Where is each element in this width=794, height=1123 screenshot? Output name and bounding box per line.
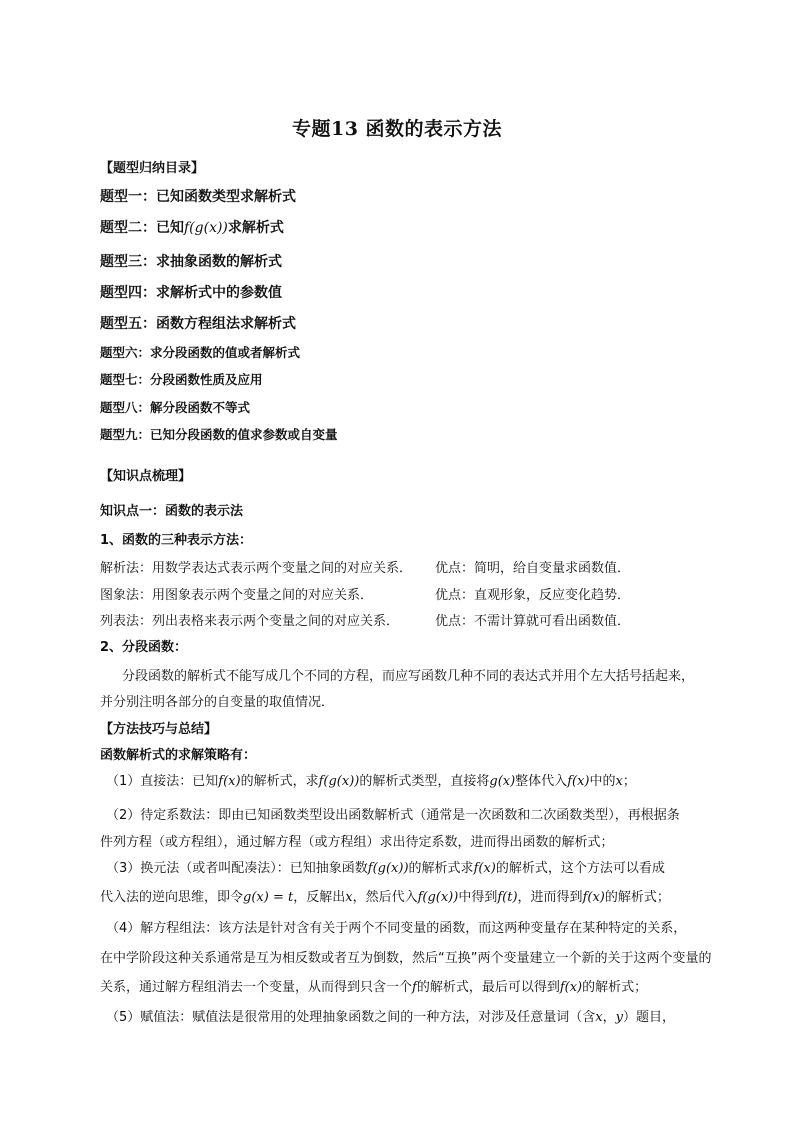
strategy-2-line-1: （2）待定系数法：即由已知函数类型设出函数解析式（通常是一次函数和二次函数类型），再根据条 [106,808,680,823]
catalog-item-3: 题型三：求抽象函数的解析式 [100,254,282,270]
strategy-4-text-c: 的解析式； [582,980,648,995]
strategy-3-text-c: 的解析式，这个方法可以看成 [495,861,665,876]
strategy-4-line-2: 在中学阶段这种关系通常是互为相反数或者互为倒数，然后“互换”两个变量建立一个新的关于这两个变量的 [100,951,712,966]
catalog-item-5: 题型五：函数方程组法求解析式 [100,316,296,332]
strategy-3b-text-f: 的解析式； [604,890,670,905]
strategy-3b-text-c: ，然后代入 [352,890,418,905]
strategy-4-line-1: （4）解方程组法：该方法是针对含有关于两个不同变量的函数，而这两种变量存在某种特定的关系， [106,921,687,936]
strategy-1-text-e: 中的 [589,774,616,789]
strategy-3b-formula-fx: f(x) [582,890,605,905]
methods-intro: 函数解析式的求解策略有： [100,748,257,763]
strategy-3b-formula-eq: g(x) = t [243,890,294,905]
strategy-3b-formula-ft: f(t) [497,890,518,905]
strategy-2-line-2: 件列方程（或方程组），通过解方程（或方程组）求出待定系数，进而得出函数的解析式； [100,835,614,850]
strategy-5-formula-x: x [595,1010,603,1025]
strategy-1 [106,773,636,791]
strategy-1-text-c: 的解析式类型，直接将 [359,774,490,789]
strategy-1-formula-fx2: f(x) [567,774,590,789]
method-row-3-desc: 列表法：列出表格来表示两个变量之间的对应关系． [100,614,400,629]
catalog-item-8: 题型八：解分段函数不等式 [100,400,251,415]
strategy-4-formula-f: f [412,980,417,995]
knowledge-sub-2: 2、分段函数： [100,640,188,655]
catalog-item-1: 题型一：已知函数类型求解析式 [100,189,296,205]
catalog-item-2 [100,219,284,237]
method-row-1-desc: 解析法：用数学表达式表示两个变量之间的对应关系． [100,561,413,576]
method-row-2-advantage: 优点：直观形象，反应变化趋势． [435,588,631,603]
strategy-1-formula-x: x [615,774,623,789]
strategy-4-formula-fx: f(x) [559,980,583,995]
strategy-5-text-a: （5）赋值法：赋值法是很常用的处理抽象函数之间的一种方法，对涉及任意量词（含 [106,1010,596,1025]
strategy-3b-text-e: ，进而得到 [517,890,583,905]
strategy-3-formula-fx: f(x) [473,861,496,876]
strategy-3b-formula-fgx: f(g(x)) [417,890,459,905]
strategy-4-line-3 [100,979,647,997]
knowledge-heading: 【知识点梳理】 [100,469,192,484]
method-row-1-advantage: 优点：简明，给自变量求函数值． [435,561,631,576]
method-row-1 [100,560,631,578]
methods-heading: 【方法技巧与总结】 [100,722,218,737]
method-row-2 [100,587,631,605]
strategy-3-line-1 [106,860,665,878]
catalog-item-2-prefix: 题型二：已知 [100,220,184,236]
strategy-5-formula-y: y [615,1010,623,1025]
strategy-3b-text-b: ，反解出 [293,890,346,905]
knowledge-sub-1: 1、函数的三种表示方法： [100,533,253,548]
strategy-1-text-f: ； [622,774,636,789]
strategy-3b-text-a: 代入法的逆向思维，即令 [100,890,244,905]
strategy-3b-formula-x: x [345,890,353,905]
strategy-5-text-b: ， [602,1010,616,1025]
strategy-1-text-d: 整体代入 [515,774,568,789]
catalog-item-7: 题型七：分段函数性质及应用 [100,372,263,387]
strategy-3-text-a: （3）换元法（或者叫配凑法）：已知抽象函数 [106,861,368,876]
strategy-5-text-c: ）题目， [623,1010,676,1025]
catalog-item-9: 题型九：已知分段函数的值求参数或自变量 [100,427,338,442]
catalog-item-6: 题型六：求分段函数的值或者解析式 [100,345,301,360]
piecewise-line-2: 并分别注明各部分的自变量的取值情况． [100,695,335,710]
method-row-2-desc: 图象法：用图象表示两个变量之间的对应关系． [100,588,374,603]
strategy-1-formula-fx: f(x) [218,774,241,789]
catalog-item-2-suffix: 求解析式 [227,220,284,236]
catalog-item-4: 题型四：求解析式中的参数值 [100,285,282,301]
strategy-1-text-a: （1）直接法：已知 [106,774,219,789]
knowledge-point-1: 知识点一：函数的表示法 [100,504,244,519]
piecewise-line-1: 分段函数的解析式不能写成几个不同的方程，而应写函数几种不同的表达式并用个左大括号括起来， [122,669,695,684]
catalog-item-2-formula: f(g(x)) [184,220,228,236]
strategy-4-text-a: 关系，通过解方程组消去一个变量，从而得到只含一个 [100,980,413,995]
strategy-1-formula-fgx: f(g(x)) [318,774,360,789]
catalog-heading: 【题型归纳目录】 [100,161,205,176]
method-row-3 [100,613,631,631]
strategy-5-line-1 [106,1009,675,1027]
strategy-3-formula-fgx: f(g(x)) [367,861,409,876]
strategy-3b-text-d: 中得到 [458,890,498,905]
strategy-3-line-2 [100,889,670,907]
method-row-3-advantage: 优点：不需计算就可看出函数值． [435,614,631,629]
strategy-4-text-b: 的解析式，最后可以得到 [416,980,560,995]
page-title: 专题13 函数的表示方法 [291,118,503,140]
strategy-1-text-b: 的解析式，求 [240,774,319,789]
strategy-3-text-b: 的解析式求 [408,861,474,876]
strategy-1-formula-gx: g(x) [489,774,516,789]
